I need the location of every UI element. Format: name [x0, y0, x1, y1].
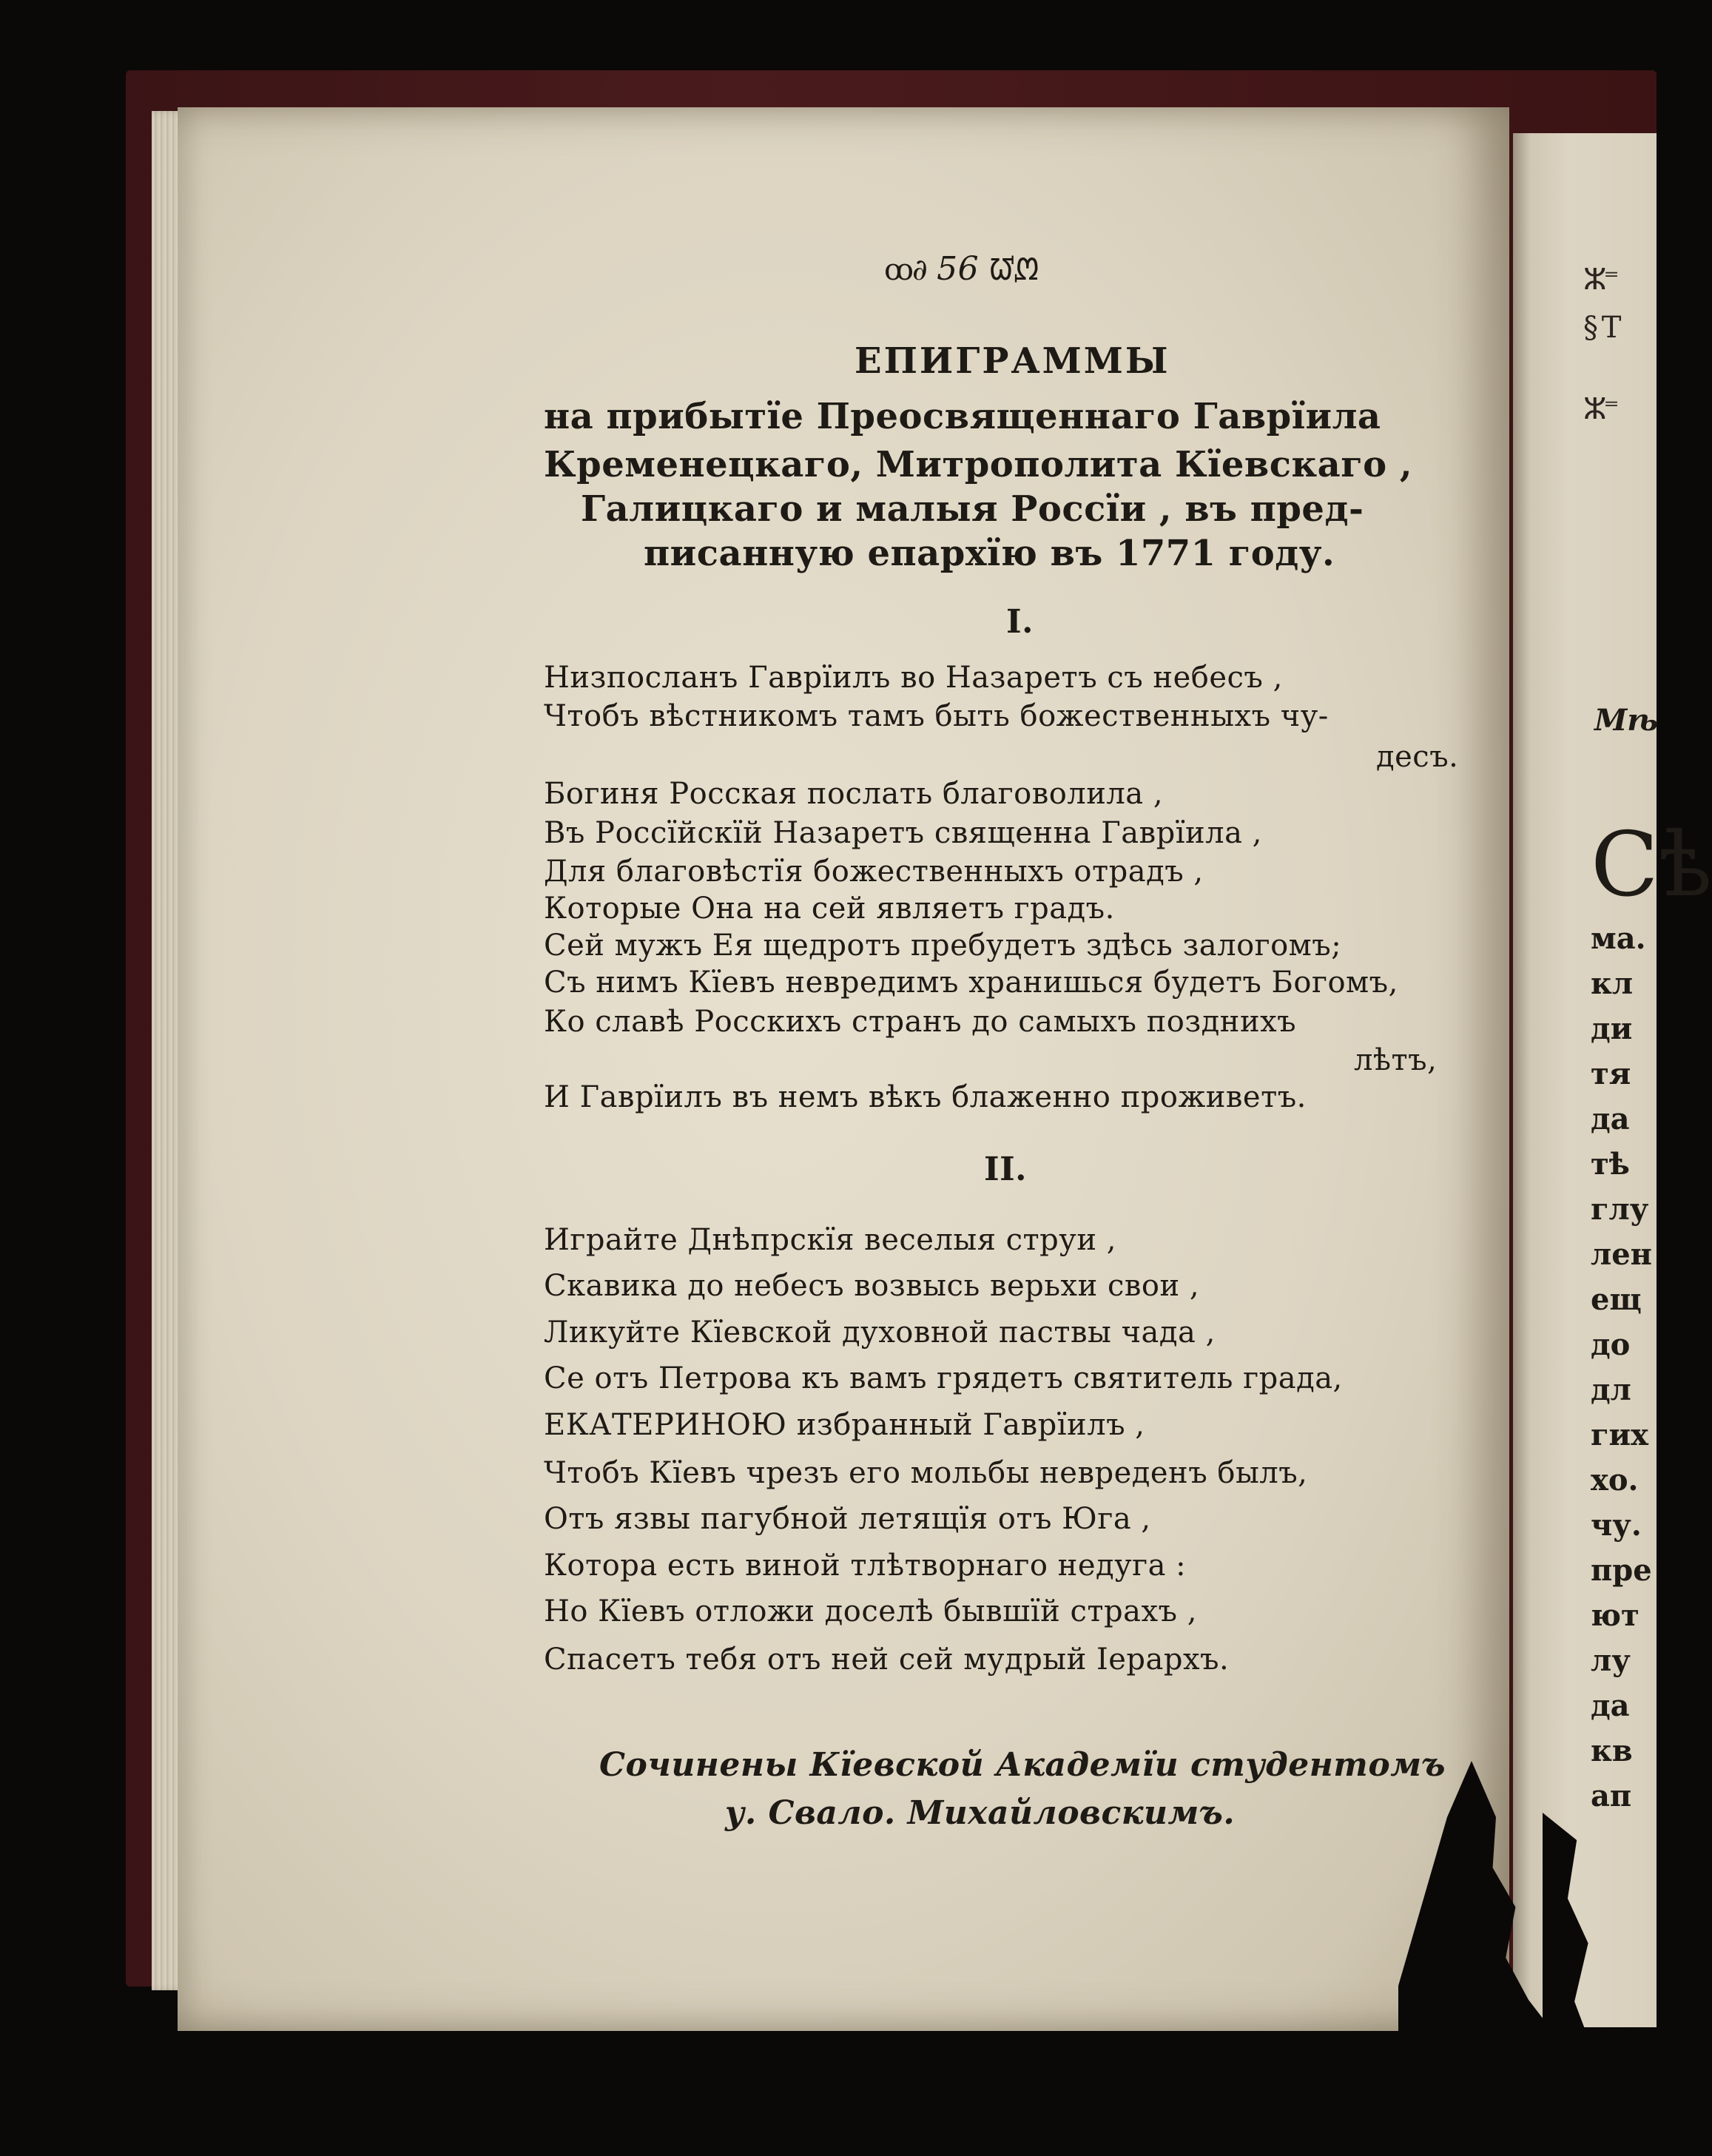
- signature-line: у. Свало. Михайловскимъ.: [725, 1794, 1236, 1832]
- ornament-left: ꝏ∂: [884, 253, 926, 287]
- subtitle-line: Кременецкаго, Митрополита Кїевскаго ,: [544, 444, 1413, 485]
- right-page-line-fragment: да: [1591, 1688, 1630, 1723]
- verse-line: Спасетъ тебя отъ ней сей мудрый Іерархъ.: [544, 1643, 1230, 1677]
- right-page-line-fragment: лен: [1591, 1237, 1652, 1272]
- verse-line: Отъ язвы пагубной летящїя отъ Юга ,: [544, 1502, 1151, 1536]
- verse-line: Ко славѣ Росскихъ странъ до самыхъ позднихъ: [544, 1005, 1297, 1039]
- verse-line: Для благовѣстїя божественныхъ отрадъ ,: [544, 855, 1204, 889]
- right-page-line-fragment: лу: [1591, 1643, 1631, 1678]
- verse-line: лѣтъ,: [1354, 1043, 1438, 1077]
- right-page-line-fragment: кл: [1591, 966, 1634, 1001]
- right-page-line-fragment: пре: [1591, 1553, 1652, 1588]
- verse-line: Чтобъ вѣстникомъ тамъ быть божественныхъ чу-: [544, 699, 1329, 733]
- page-number: 56: [937, 250, 980, 288]
- subtitle-line: писанную епархїю въ 1771 году.: [644, 533, 1335, 574]
- verse-line: Но Кїевъ отложи доселѣ бывшїй страхъ ,: [544, 1594, 1197, 1628]
- verse-line: Съ нимъ Кїевъ невредимъ хранишься будетъ Богомъ,: [544, 966, 1398, 1000]
- verse-line: Чтобъ Кїевъ чрезъ его мольбы невреденъ былъ,: [544, 1456, 1308, 1490]
- right-page-line-fragment: ещ: [1591, 1282, 1642, 1317]
- ornament-right: ᘺᘻ: [989, 253, 1037, 287]
- right-page-line-fragment: ап: [1591, 1779, 1632, 1813]
- signature-line: Сочинены Кїевской Академїи студентомъ: [599, 1746, 1446, 1784]
- right-page-line-fragment: тѣ: [1591, 1147, 1630, 1182]
- right-page-line-fragment: кв: [1591, 1734, 1633, 1768]
- right-page-line-fragment: да: [1591, 1102, 1630, 1136]
- verse-line: Скавика до небесъ возвысь верьхи свои ,: [544, 1269, 1200, 1303]
- verse-line: И Гаврїилъ въ немъ вѣкъ блаженно проживетъ.: [544, 1080, 1307, 1114]
- verse-line: Сей мужъ Ея щедротъ пребудетъ здѣсь залогомъ;: [544, 929, 1342, 963]
- right-page-drop-cap: Сѣ: [1591, 814, 1712, 917]
- right-page-line-fragment: чу.: [1591, 1508, 1642, 1543]
- ornament-fragment: § Т: [1583, 311, 1619, 345]
- right-page-line-fragment: тя: [1591, 1057, 1631, 1091]
- verse-line: ЕКАТЕРИНОЮ избранный Гаврїилъ ,: [544, 1408, 1145, 1442]
- verse-line: Котора есть виной тлѣтворнаго недуга :: [544, 1549, 1187, 1583]
- ornament-fragment: ⵣ⁼: [1583, 392, 1617, 426]
- subtitle-line: на прибытїе Преосвященнаго Гаврїила: [544, 396, 1381, 437]
- section-numeral: II.: [984, 1151, 1027, 1188]
- verse-line: Се отъ Петрова къ вамъ грядетъ святитель града,: [544, 1361, 1343, 1395]
- right-page-line-fragment: дл: [1591, 1372, 1631, 1407]
- verse-line: Низпосланъ Гаврїилъ во Назаретъ съ небесъ ,: [544, 661, 1283, 695]
- verse-line: Играйте Днѣпрскїя веселыя струи ,: [544, 1223, 1116, 1257]
- page-title: ЕПИГРАММЫ: [855, 340, 1170, 382]
- page-number-line: [884, 250, 1037, 288]
- verse-line: Ликуйте Кїевской духовной паствы чада ,: [544, 1316, 1216, 1350]
- right-page-italic-fragment: Мѣ: [1594, 703, 1659, 738]
- right-page-line-fragment: хо.: [1591, 1463, 1639, 1498]
- ornament-fragment: ⵣ⁼: [1583, 263, 1617, 297]
- right-page-line-fragment: ди: [1591, 1011, 1633, 1046]
- subtitle-line: Галицкаго и малыя Россїи , въ пред-: [581, 488, 1364, 530]
- verse-line: Которые Она на сей являетъ градъ.: [544, 892, 1115, 926]
- verse-line: Въ Россїйскїй Назаретъ священна Гаврїила ,: [544, 816, 1262, 850]
- verse-line: Богиня Росская послать благоволила ,: [544, 777, 1164, 811]
- section-numeral: I.: [1006, 603, 1034, 641]
- right-page-line-fragment: ма.: [1591, 921, 1646, 956]
- right-page-line-fragment: гих: [1591, 1418, 1649, 1452]
- right-page-line-fragment: до: [1591, 1327, 1631, 1362]
- right-page-line-fragment: глу: [1591, 1192, 1649, 1227]
- verse-line: десъ.: [1376, 740, 1459, 774]
- right-page-line-fragment: ют: [1591, 1598, 1639, 1633]
